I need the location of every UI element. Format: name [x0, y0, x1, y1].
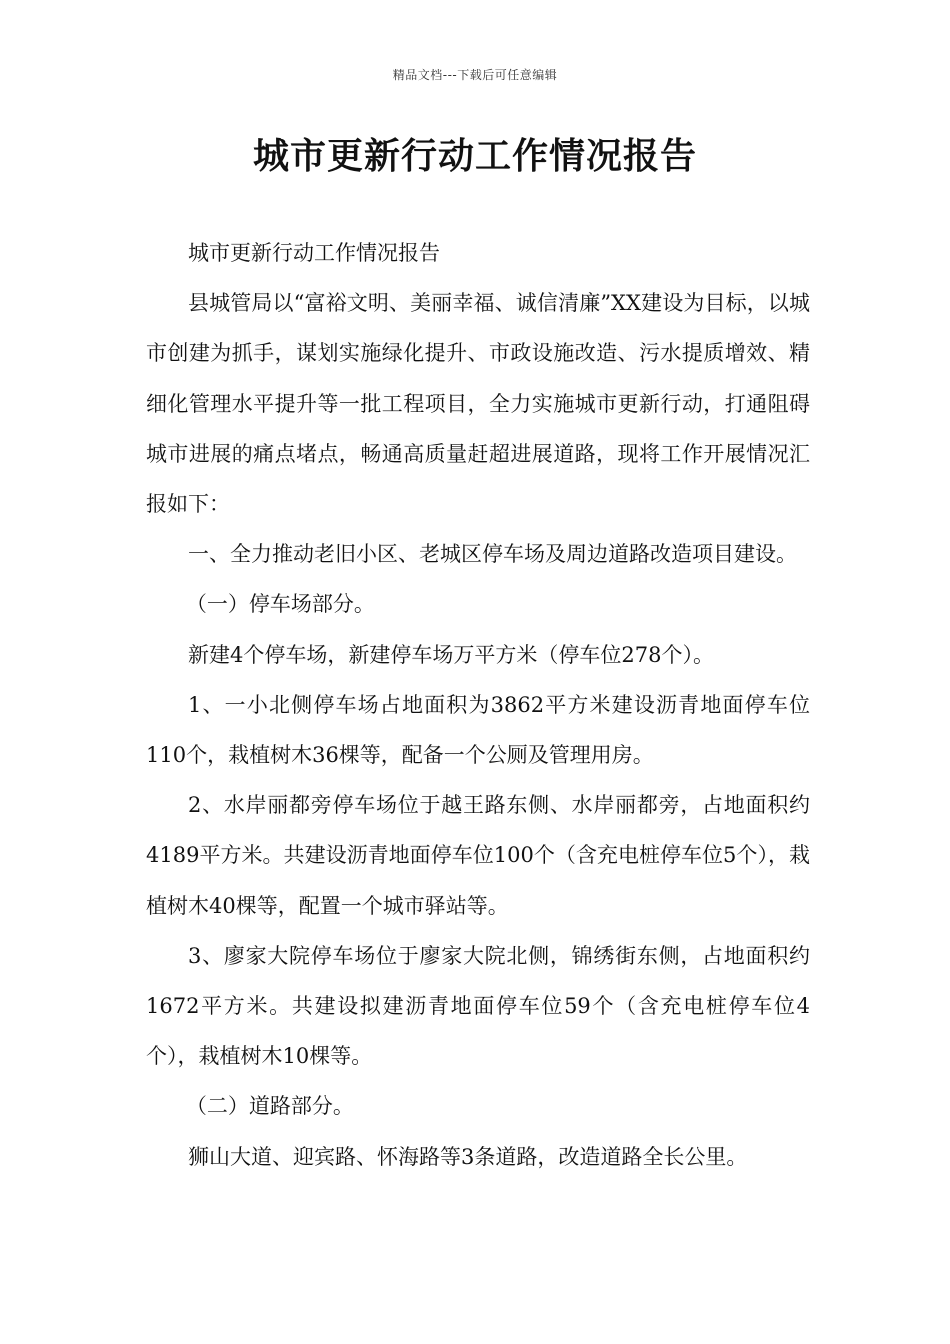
paragraph-intro: 县城管局以“富裕文明、美丽幸福、诚信清廉”XX建设为目标，以城市创建为抓手，谋划实施绿化提升、市政设施改造、污水提质增效、精细化管理水平提升等一批工程项目，全力实施城市更新行动，打通阻碍城市进展的痛点堵点，畅通高质量赶超进展道路，现将工作开展情况汇报如下： [146, 291, 810, 517]
paragraph-parking-item-3: 3、廖家大院停车场位于廖家大院北侧，锦绣街东侧，占地面积约1672平方米。共建设拟建沥青地面停车位59个（含充电桩停车位4个），栽植树木10棵等。 [146, 943, 810, 1069]
paragraph-road-summary: 狮山大道、迎宾路、怀海路等3条道路，改造道路全长公里。 [188, 1144, 748, 1169]
page-title: 城市更新行动工作情况报告 [252, 136, 697, 177]
paragraph-subtitle: 城市更新行动工作情况报告 [188, 241, 440, 265]
paragraph-parking-item-1: 1、一小北侧停车场占地面积为3862平方米建设沥青地面停车位110个，栽植树木36棵等，配备一个公厕及管理用房。 [146, 692, 810, 768]
paragraph-parking-heading: （一）停车场部分。 [185, 592, 375, 617]
header-note: 精品文档---下载后可任意编辑 [392, 68, 558, 82]
paragraph-parking-summary: 新建4个停车场，新建停车场万平方米（停车位278个）。 [188, 642, 714, 667]
paragraph-parking-item-2: 2、水岸丽都旁停车场位于越王路东侧、水岸丽都旁，占地面积约4189平方米。共建设沥青地面停车位100个（含充电桩停车位5个），栽植树木40棵等，配置一个城市驿站等。 [146, 793, 810, 918]
document-body [146, 228, 810, 1182]
paragraph-road-heading: （二）道路部分。 [185, 1094, 354, 1119]
paragraph-section-one: 一、全力推动老旧小区、老城区停车场及周边道路改造项目建设。 [188, 542, 797, 567]
